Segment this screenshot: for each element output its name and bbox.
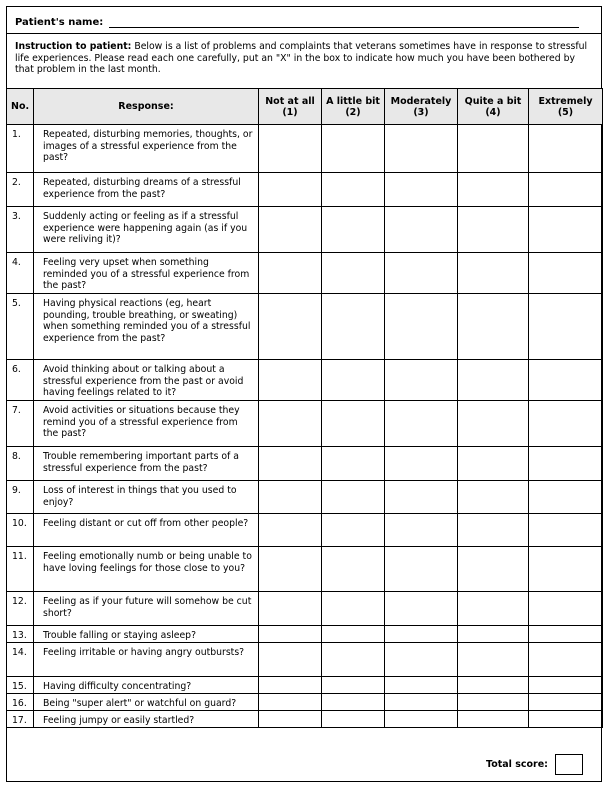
table-header-row xyxy=(7,89,603,125)
answer-box-2[interactable] xyxy=(322,514,385,547)
table-row xyxy=(7,207,603,253)
item-text: Having physical reactions (eg, heart pounding, trouble breathing, or sweating) when something reminded you of a stressful experience from the past? xyxy=(34,294,259,360)
answer-box-4[interactable] xyxy=(458,514,529,547)
item-text: Loss of interest in things that you used to enjoy? xyxy=(34,481,259,514)
item-number: 9. xyxy=(7,481,34,514)
table-row xyxy=(7,481,603,514)
table-row xyxy=(7,401,603,447)
answer-box-3[interactable] xyxy=(385,626,458,643)
answer-box-5[interactable] xyxy=(529,401,603,447)
symptom-table xyxy=(6,88,603,728)
answer-box-4[interactable] xyxy=(458,173,529,207)
answer-box-1[interactable] xyxy=(259,694,322,711)
table-row xyxy=(7,547,603,592)
answer-box-4[interactable] xyxy=(458,626,529,643)
item-number: 6. xyxy=(7,360,34,401)
table-row xyxy=(7,173,603,207)
answer-box-2[interactable] xyxy=(322,694,385,711)
item-number: 11. xyxy=(7,547,34,592)
answer-box-1[interactable] xyxy=(259,711,322,728)
item-number: 17. xyxy=(7,711,34,728)
item-number: 15. xyxy=(7,677,34,694)
item-text: Feeling distant or cut off from other people? xyxy=(34,514,259,547)
answer-box-1[interactable] xyxy=(259,173,322,207)
answer-box-3[interactable] xyxy=(385,253,458,294)
answer-box-5[interactable] xyxy=(529,481,603,514)
answer-box-5[interactable] xyxy=(529,547,603,592)
answer-box-5[interactable] xyxy=(529,294,603,360)
table-row xyxy=(7,447,603,481)
item-number: 12. xyxy=(7,592,34,626)
answer-box-3[interactable] xyxy=(385,173,458,207)
answer-box-2[interactable] xyxy=(322,626,385,643)
answer-box-4[interactable] xyxy=(458,711,529,728)
instruction-label: Instruction to patient: xyxy=(15,41,132,52)
answer-box-3[interactable] xyxy=(385,125,458,173)
item-text: Feeling irritable or having angry outbursts? xyxy=(34,643,259,677)
answer-box-4[interactable] xyxy=(458,592,529,626)
item-number: 8. xyxy=(7,447,34,481)
pcl-form xyxy=(6,6,602,782)
table-row xyxy=(7,360,603,401)
answer-box-3[interactable] xyxy=(385,207,458,253)
answer-box-2[interactable] xyxy=(322,711,385,728)
total-score-label: Total score: xyxy=(485,758,548,770)
answer-box-4[interactable] xyxy=(458,677,529,694)
option-score: (4) xyxy=(485,106,501,118)
answer-box-3[interactable] xyxy=(385,643,458,677)
answer-box-2[interactable] xyxy=(322,481,385,514)
table-row xyxy=(7,253,603,294)
table-row xyxy=(7,592,603,626)
item-text: Trouble remembering important parts of a stressful experience from the past? xyxy=(34,447,259,481)
answer-box-1[interactable] xyxy=(259,677,322,694)
answer-box-4[interactable] xyxy=(458,401,529,447)
answer-box-4[interactable] xyxy=(458,481,529,514)
answer-box-5[interactable] xyxy=(529,207,603,253)
answer-box-3[interactable] xyxy=(385,514,458,547)
answer-box-1[interactable] xyxy=(259,360,322,401)
answer-box-2[interactable] xyxy=(322,360,385,401)
answer-box-4[interactable] xyxy=(458,207,529,253)
option-label: Extremely xyxy=(538,95,593,107)
answer-box-2[interactable] xyxy=(322,547,385,592)
item-text: Repeated, disturbing memories, thoughts, or images of a stressful experience from the past? xyxy=(34,125,259,173)
answer-box-2[interactable] xyxy=(322,401,385,447)
answer-box-4[interactable] xyxy=(458,694,529,711)
item-text: Feeling as if your future will somehow be cut short? xyxy=(34,592,259,626)
header-option-5 xyxy=(529,89,603,125)
patient-name-row xyxy=(7,7,601,34)
item-text: Feeling emotionally numb or being unable to have loving feelings for those close to you? xyxy=(34,547,259,592)
header-no: No. xyxy=(7,89,34,125)
answer-box-1[interactable] xyxy=(259,294,322,360)
answer-box-5[interactable] xyxy=(529,125,603,173)
answer-box-5[interactable] xyxy=(529,447,603,481)
answer-box-3[interactable] xyxy=(385,547,458,592)
instruction-block xyxy=(7,34,601,88)
option-score: (3) xyxy=(413,106,429,118)
item-text: Suddenly acting or feeling as if a stressful experience were happening again (as if you were reliving it)? xyxy=(34,207,259,253)
total-score-row xyxy=(7,747,601,781)
option-score: (2) xyxy=(345,106,361,118)
answer-box-4[interactable] xyxy=(458,125,529,173)
item-text: Feeling jumpy or easily startled? xyxy=(34,711,259,728)
answer-box-5[interactable] xyxy=(529,592,603,626)
patient-name-field[interactable] xyxy=(109,17,579,28)
answer-box-4[interactable] xyxy=(458,253,529,294)
item-number: 10. xyxy=(7,514,34,547)
answer-box-1[interactable] xyxy=(259,207,322,253)
header-option-4 xyxy=(458,89,529,125)
header-option-3 xyxy=(385,89,458,125)
item-text: Being "super alert" or watchful on guard? xyxy=(34,694,259,711)
table-row xyxy=(7,514,603,547)
option-label: Quite a bit xyxy=(464,95,522,107)
answer-box-3[interactable] xyxy=(385,401,458,447)
item-number: 2. xyxy=(7,173,34,207)
answer-box-1[interactable] xyxy=(259,447,322,481)
item-number: 3. xyxy=(7,207,34,253)
item-number: 16. xyxy=(7,694,34,711)
answer-box-5[interactable] xyxy=(529,626,603,643)
answer-box-1[interactable] xyxy=(259,481,322,514)
answer-box-2[interactable] xyxy=(322,447,385,481)
answer-box-3[interactable] xyxy=(385,592,458,626)
answer-box-3[interactable] xyxy=(385,447,458,481)
answer-box-3[interactable] xyxy=(385,481,458,514)
table-row xyxy=(7,643,603,677)
patient-name-label: Patient's name: xyxy=(15,17,104,28)
answer-box-3[interactable] xyxy=(385,294,458,360)
answer-box-2[interactable] xyxy=(322,125,385,173)
table-row xyxy=(7,711,603,728)
header-response: Response: xyxy=(34,89,259,125)
item-number: 1. xyxy=(7,125,34,173)
answer-box-4[interactable] xyxy=(458,360,529,401)
item-number: 14. xyxy=(7,643,34,677)
answer-box-3[interactable] xyxy=(385,694,458,711)
option-label: Not at all xyxy=(265,95,315,107)
answer-box-5[interactable] xyxy=(529,514,603,547)
table-row xyxy=(7,125,603,173)
answer-box-3[interactable] xyxy=(385,711,458,728)
option-score: (5) xyxy=(557,106,574,118)
answer-box-1[interactable] xyxy=(259,592,322,626)
answer-box-2[interactable] xyxy=(322,207,385,253)
option-label: Moderately xyxy=(390,95,452,107)
answer-box-4[interactable] xyxy=(458,547,529,592)
answer-box-3[interactable] xyxy=(385,360,458,401)
answer-box-2[interactable] xyxy=(322,643,385,677)
item-number: 7. xyxy=(7,401,34,447)
answer-box-1[interactable] xyxy=(259,125,322,173)
answer-box-5[interactable] xyxy=(529,694,603,711)
answer-box-1[interactable] xyxy=(259,401,322,447)
option-score: (1) xyxy=(282,106,298,118)
total-score-box[interactable] xyxy=(555,754,583,775)
answer-box-5[interactable] xyxy=(529,360,603,401)
answer-box-2[interactable] xyxy=(322,592,385,626)
answer-box-5[interactable] xyxy=(529,677,603,694)
table-row xyxy=(7,694,603,711)
item-text: Having difficulty concentrating? xyxy=(34,677,259,694)
answer-box-2[interactable] xyxy=(322,294,385,360)
header-option-1 xyxy=(259,89,322,125)
answer-box-2[interactable] xyxy=(322,173,385,207)
item-text: Feeling very upset when something reminded you of a stressful experience from the past? xyxy=(34,253,259,294)
answer-box-3[interactable] xyxy=(385,677,458,694)
answer-box-4[interactable] xyxy=(458,447,529,481)
answer-box-1[interactable] xyxy=(259,643,322,677)
item-text: Repeated, disturbing dreams of a stressful experience from the past? xyxy=(34,173,259,207)
answer-box-4[interactable] xyxy=(458,294,529,360)
item-number: 4. xyxy=(7,253,34,294)
table-body xyxy=(7,125,603,728)
item-number: 5. xyxy=(7,294,34,360)
item-text: Avoid activities or situations because they remind you of a stressful experience from the past? xyxy=(34,401,259,447)
answer-box-2[interactable] xyxy=(322,253,385,294)
option-label: A little bit xyxy=(326,95,380,107)
answer-box-1[interactable] xyxy=(259,626,322,643)
table-row xyxy=(7,294,603,360)
table-row xyxy=(7,677,603,694)
answer-box-5[interactable] xyxy=(529,711,603,728)
header-option-2 xyxy=(322,89,385,125)
answer-box-2[interactable] xyxy=(322,677,385,694)
item-text: Trouble falling or staying asleep? xyxy=(34,626,259,643)
table-row xyxy=(7,626,603,643)
answer-box-4[interactable] xyxy=(458,643,529,677)
answer-box-1[interactable] xyxy=(259,514,322,547)
answer-box-1[interactable] xyxy=(259,253,322,294)
answer-box-1[interactable] xyxy=(259,547,322,592)
answer-box-5[interactable] xyxy=(529,253,603,294)
item-number: 13. xyxy=(7,626,34,643)
answer-box-5[interactable] xyxy=(529,643,603,677)
answer-box-5[interactable] xyxy=(529,173,603,207)
instruction-text: Below is a list of problems and complaints that veterans sometimes have in response to stressful life experiences. Please read each one carefully, put an "X" in the box to indicate how much you have been bothered by that problem in the last month. xyxy=(15,41,588,75)
item-text: Avoid thinking about or talking about a stressful experience from the past or avoid having feelings related to it? xyxy=(34,360,259,401)
